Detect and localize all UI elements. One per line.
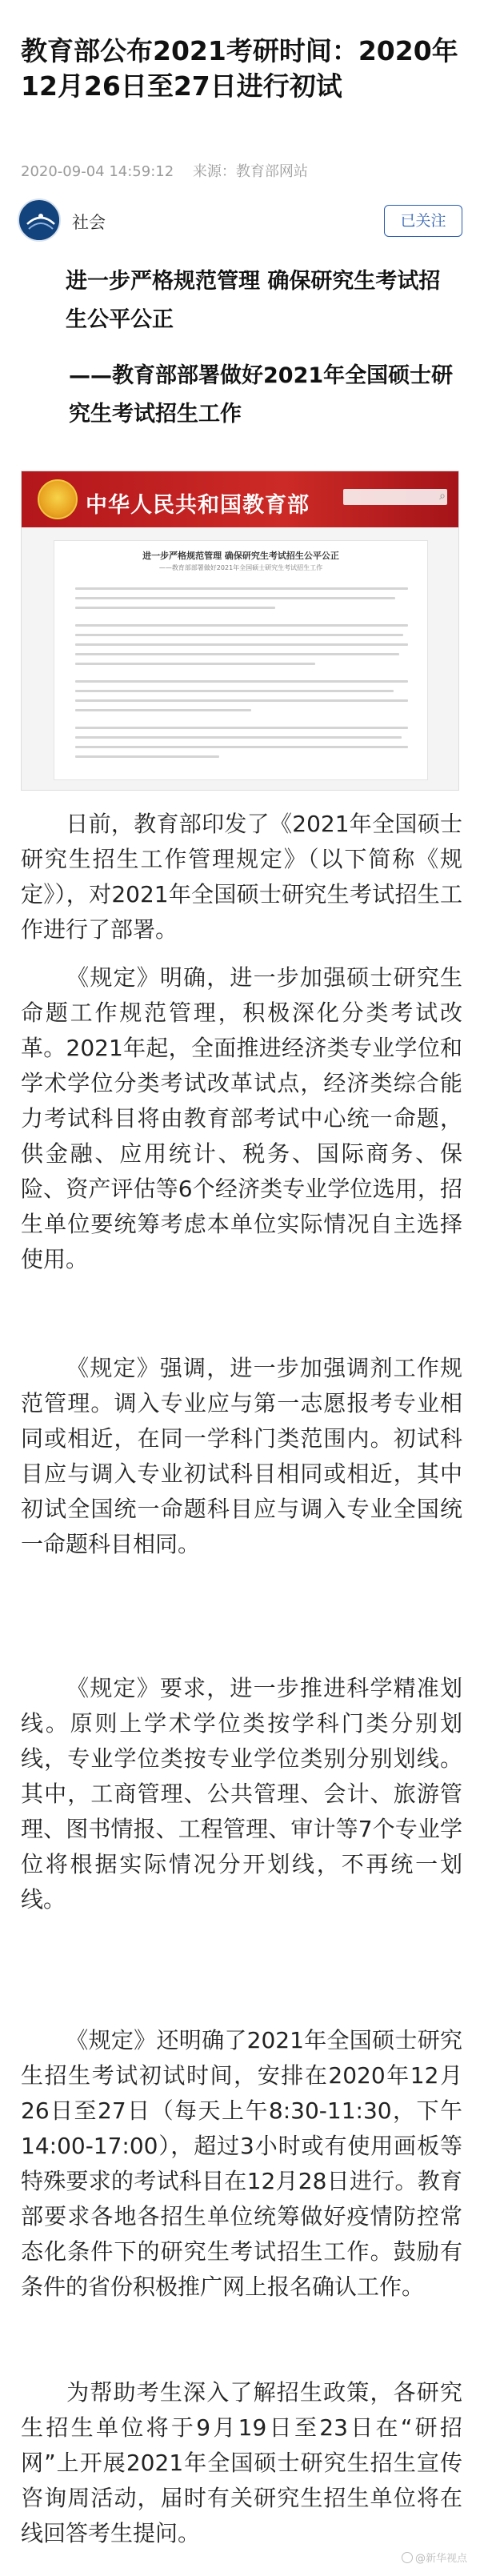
news-outlet-logo-icon[interactable] xyxy=(18,198,61,242)
article-paragraph xyxy=(21,2023,462,2305)
article-meta xyxy=(21,160,308,181)
article-paragraph xyxy=(21,2375,462,2551)
document-preview-title: 进一步严格规范管理 确保研究生考试招生公平公正 xyxy=(142,551,339,561)
text-line xyxy=(75,624,408,627)
text-line xyxy=(75,755,219,758)
text-line xyxy=(75,607,275,609)
author-name[interactable]: 社会 xyxy=(72,213,106,232)
text-line xyxy=(75,597,395,599)
article-source: 来源：教育部网站 xyxy=(192,163,308,180)
banner-search-box xyxy=(343,489,447,505)
subhead-secondary: ——教育部部署做好2021年全国硕士研究生考试招生工作 xyxy=(69,363,454,427)
paragraph-text: 日前，教育部印发了《2021年全国硕士研究生招生工作管理规定》（以下简称《规定》），对2021年全国硕士研究生考试招生工作进行了部署。 xyxy=(21,811,462,943)
follow-button[interactable]: 已关注 xyxy=(384,205,462,237)
document-preview xyxy=(54,540,428,780)
author-row xyxy=(18,198,462,245)
text-line xyxy=(75,690,394,692)
text-line xyxy=(75,643,408,646)
ministry-name: 中华人民共和国教育部 xyxy=(86,493,310,518)
search-icon: ⌕ xyxy=(439,490,446,503)
paragraph-text: 《规定》强调，进一步加强调剂工作规范管理。调入专业应与第一志愿报考专业相同或相近，在同一学科门类范围内。初试科目应与调入专业初试科目相同或相近，其中初试全国统一命题科目应与调入专业全国统一命题科目相同。 xyxy=(21,1355,462,1557)
paragraph-text: 《规定》要求，进一步推进科学精准划线。原则上学术学位类按学科门类分别划线，专业学位类按专业学位类别分别划线。其中，工商管理、公共管理、会计、旅游管理、图书情报、工程管理、审计等7个专业学位将根据实际情况分开划线，不再统一划线。 xyxy=(21,1675,462,1913)
text-line xyxy=(75,634,403,636)
text-line xyxy=(75,587,408,590)
ministry-header-banner xyxy=(22,471,458,527)
paragraph-text: 《规定》明确，进一步加强硕士研究生命题工作规范管理，积极深化分类考试改革。2021年起，全面推进经济类专业学位和学术学位分类考试改革试点，经济类综合能力考试科目将由教育部考试中心统一命题，供金融、应用统计、税务、国际商务、保险、资产评估等6个经济类专业学位选用，招生单位要统筹考虑本单位实际情况自主选择使用。 xyxy=(21,964,462,1272)
publish-datetime: 2020-09-04 14:59:12 xyxy=(21,163,174,180)
paragraph-text: 《规定》还明确了2021年全国硕士研究生招生考试初试时间，安排在2020年12月26日至27日（每天上午8:30-11:30，下午14:00-17:00），超过3小时或有使用画板等特殊要求的考试科目在12月28日进行。教育部要求各地各招生单位统筹做好疫情防控常态化条件下的研究生考试招生工作。鼓励有条件的省份积极推广网上报名确认工作。 xyxy=(21,2027,462,2300)
text-line xyxy=(75,663,315,665)
subhead-primary: 进一步严格规范管理 确保研究生考试招生公平公正 xyxy=(66,269,441,332)
watermark xyxy=(402,2550,467,2565)
article-paragraph xyxy=(21,960,462,1277)
text-line xyxy=(75,736,402,739)
text-line xyxy=(75,653,399,655)
national-emblem-icon xyxy=(38,479,78,519)
text-line xyxy=(75,699,408,702)
text-line xyxy=(75,709,251,711)
article-paragraph xyxy=(21,1351,462,1562)
weibo-icon xyxy=(402,2552,413,2563)
watermark-text: @新华视点 xyxy=(414,2553,467,2565)
article-paragraph xyxy=(21,1671,462,1917)
article-paragraph xyxy=(21,807,462,947)
paragraph-text: 为帮助考生深入了解招生政策，各研究生招生单位将于9月19日至23日在“研招网”上开展2021年全国硕士研究生招生宣传咨询周活动，届时有关研究生招生单位将在线回答考生提问。 xyxy=(21,2379,462,2546)
text-line xyxy=(75,727,408,729)
article-image[interactable] xyxy=(21,471,459,791)
text-line xyxy=(75,746,408,748)
document-preview-subtitle: ——教育部部署做好2021年全国硕士研究生考试招生工作 xyxy=(158,564,323,571)
article-title: 教育部公布2021考研时间：2020年12月26日至27日进行初试 xyxy=(21,35,458,102)
text-line xyxy=(75,680,408,683)
